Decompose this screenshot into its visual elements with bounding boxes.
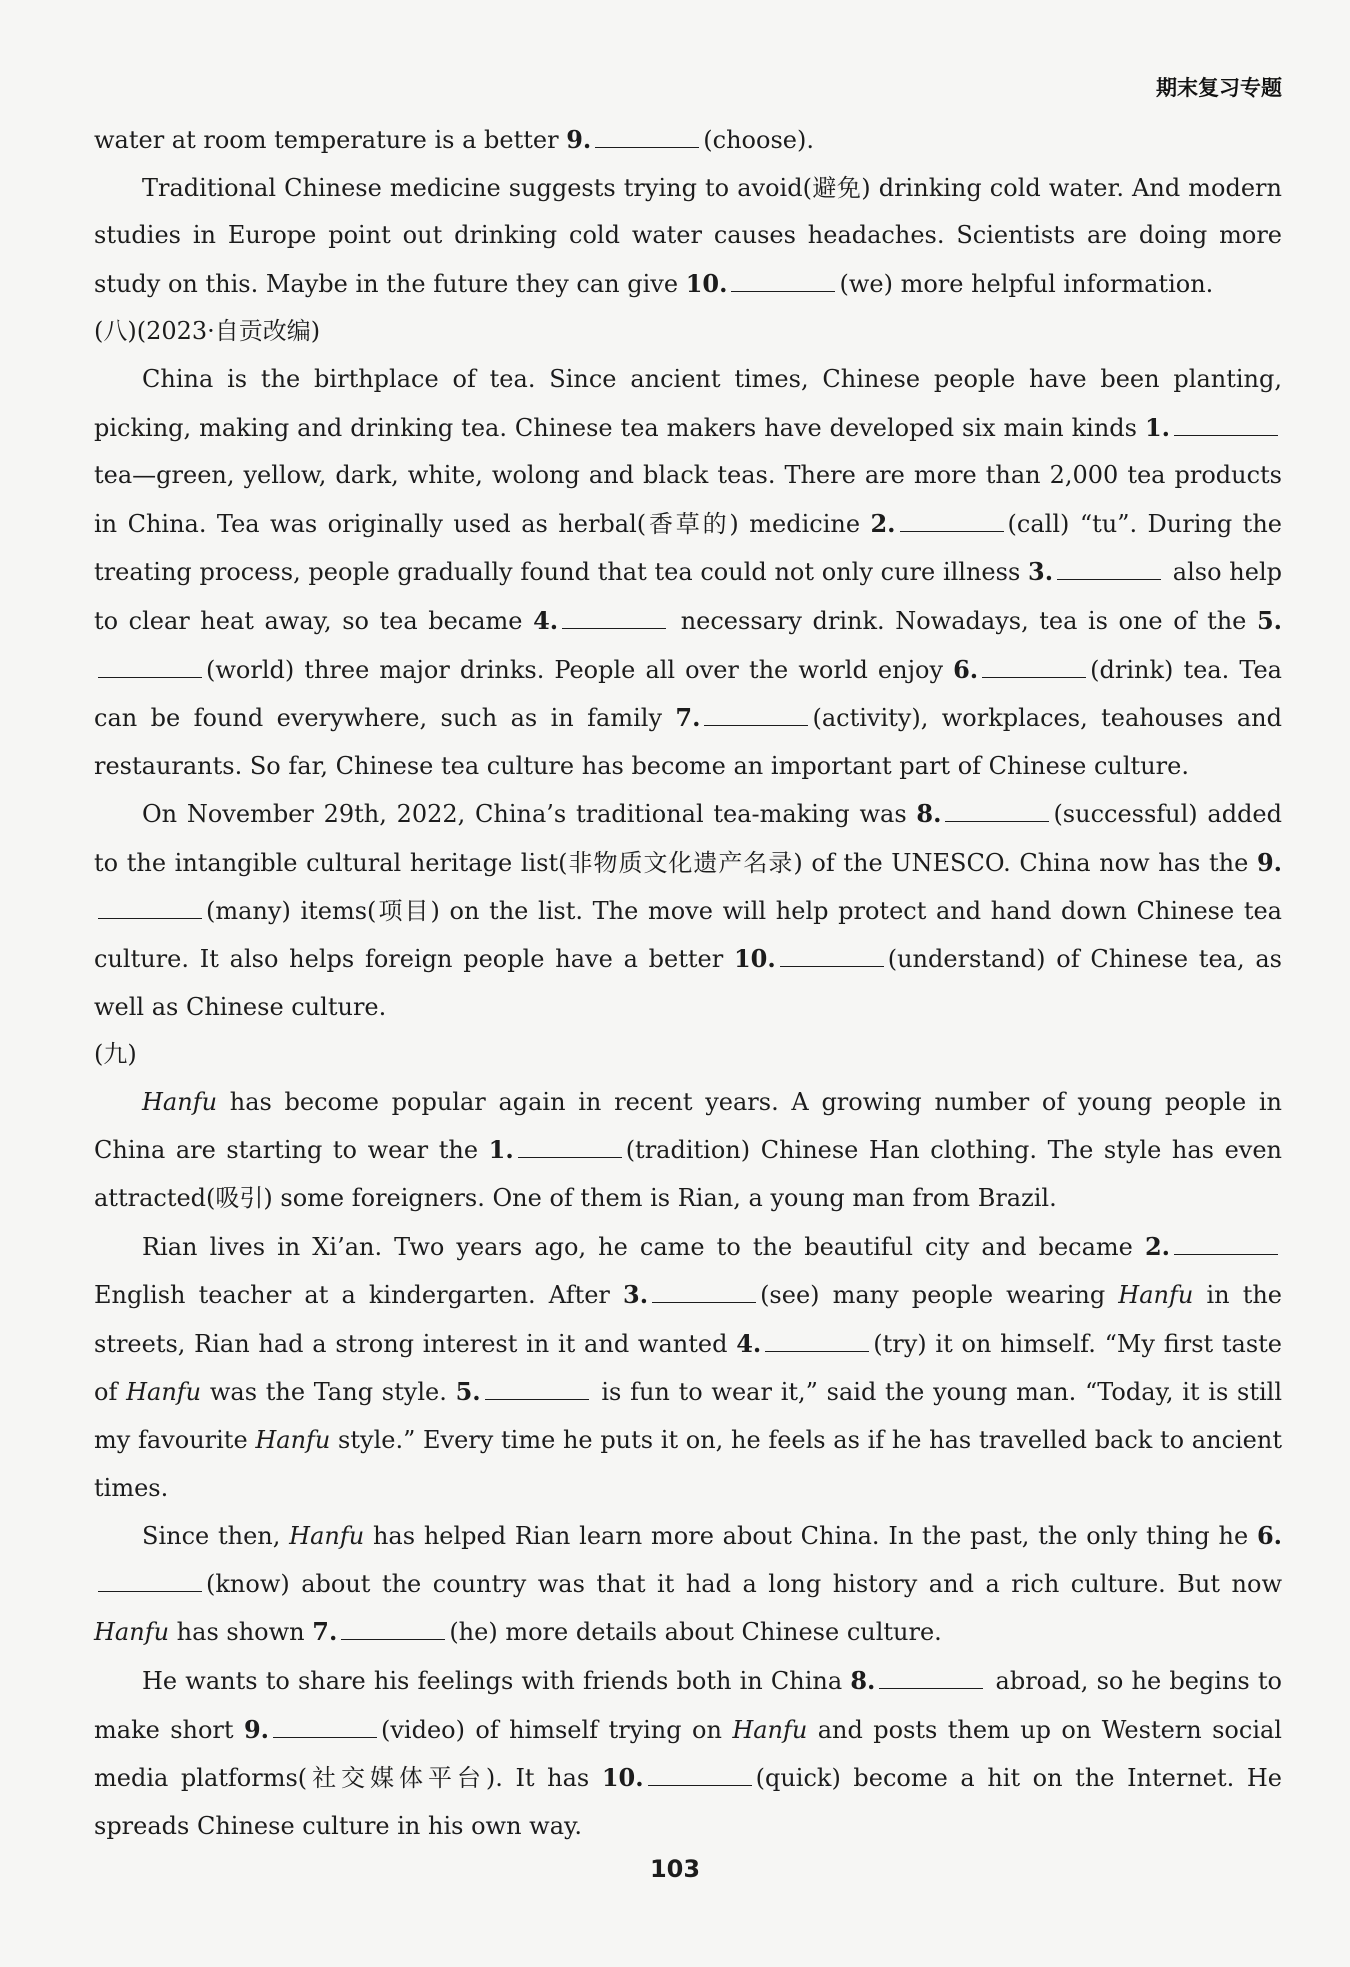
passage-text: He wants to share his feelings with friends both in China bbox=[142, 1667, 851, 1695]
question-number: 4. bbox=[533, 605, 559, 635]
answer-blank[interactable] bbox=[518, 1135, 622, 1158]
answer-blank[interactable] bbox=[273, 1715, 377, 1738]
answer-blank[interactable] bbox=[648, 1763, 752, 1786]
passage-text: English teacher at a kindergarten. After bbox=[94, 1281, 623, 1310]
passage-text: water at room temperature is a better bbox=[94, 126, 567, 154]
passage-text: Since then, bbox=[142, 1522, 290, 1551]
passage-text: (video) of himself trying on bbox=[381, 1715, 733, 1744]
exercise-content bbox=[94, 116, 1282, 1850]
answer-blank[interactable] bbox=[704, 703, 808, 726]
passage-text: abroad, so he begins to make short bbox=[94, 1667, 1282, 1744]
question-number: 3. bbox=[1028, 557, 1054, 587]
passage-text: style.” Every time he puts it on, he feels as if he has travelled back to ancient times. bbox=[94, 1426, 1282, 1502]
passage-text: On November 29th, 2022, China’s traditional tea-making was bbox=[142, 800, 917, 829]
passage-paragraph bbox=[94, 1657, 1282, 1850]
question-number: 8. bbox=[850, 1666, 876, 1695]
question-number: 6. bbox=[953, 654, 979, 684]
question-number: 4. bbox=[736, 1328, 762, 1358]
passage-text: (quick) become a hit on the Internet. He spreads Chinese culture in his own way. bbox=[94, 1764, 1282, 1840]
passage-text: (tradition) Chinese Han clothing. The style has even attracted(吸引) some foreigners. One of them is Rian, a young man from Brazil. bbox=[94, 1136, 1282, 1213]
question-number: 8. bbox=[916, 799, 942, 829]
passage-text: Rian lives in Xi’an. Two years ago, he came to the beautiful city and became bbox=[142, 1232, 1145, 1261]
question-number: 5. bbox=[455, 1377, 481, 1407]
answer-blank[interactable] bbox=[879, 1666, 983, 1689]
passage-paragraph bbox=[94, 1512, 1282, 1657]
passage-paragraph bbox=[94, 1079, 1282, 1223]
italic-term: Hanfu bbox=[142, 1087, 218, 1116]
question-number: 7. bbox=[675, 703, 701, 733]
answer-blank[interactable] bbox=[98, 896, 202, 919]
passage-paragraph bbox=[94, 116, 1282, 165]
passage-paragraph bbox=[94, 1223, 1282, 1513]
answer-blank[interactable] bbox=[98, 1569, 202, 1592]
passage-paragraph bbox=[94, 790, 1282, 1031]
passage-text: China is the birthplace of tea. Since ancient times, Chinese people have been planting, picking, making and drinking tea. Chinese tea makers have developed six main kinds bbox=[94, 364, 1282, 442]
question-number: 1. bbox=[488, 1135, 514, 1165]
answer-blank[interactable] bbox=[731, 269, 835, 292]
italic-term: Hanfu bbox=[1118, 1281, 1194, 1310]
question-number: 9. bbox=[566, 125, 592, 154]
answer-blank[interactable] bbox=[900, 509, 1004, 532]
passage-text: (successful) added to the intangible cultural heritage list(非物质文化遗产名录) of the UNESCO. China now has the bbox=[94, 800, 1283, 877]
passage-text: has helped Rian learn more about China. In the past, the only thing he bbox=[364, 1522, 1257, 1551]
answer-blank[interactable] bbox=[1174, 413, 1278, 436]
question-number: 2. bbox=[1144, 1231, 1170, 1261]
section-heading: (九) bbox=[94, 1040, 137, 1069]
page-header-title: 期末复习专题 bbox=[1156, 76, 1282, 100]
question-number: 9. bbox=[243, 1714, 269, 1744]
passage-text: (know) about the country was that it had a long history and a rich culture. But now bbox=[206, 1569, 1282, 1598]
passage-text: (try) it on himself. “My first taste of bbox=[94, 1329, 1283, 1407]
answer-blank[interactable] bbox=[98, 655, 202, 678]
answer-blank[interactable] bbox=[485, 1377, 589, 1400]
passage-text: has shown bbox=[169, 1618, 313, 1647]
passage-text: is fun to wear it,” said the young man. “Today, it is still my favourite bbox=[94, 1378, 1283, 1455]
passage-text: (drink) tea. Tea can be found everywhere, such as in family bbox=[94, 655, 1282, 733]
passage-text: necessary drink. Nowadays, tea is one of the bbox=[670, 606, 1257, 635]
section-heading: (八)(2023·自贡改编) bbox=[94, 317, 321, 346]
answer-blank[interactable] bbox=[982, 655, 1086, 678]
passage-text: (world) three major drinks. People all over the world enjoy bbox=[206, 655, 954, 684]
question-number: 10. bbox=[733, 944, 776, 974]
passage-text: (activity), workplaces, teahouses and restaurants. So far, Chinese tea culture has become an important part of Chinese culture. bbox=[94, 704, 1282, 780]
question-number: 5. bbox=[1256, 605, 1283, 635]
question-number: 10. bbox=[601, 1763, 644, 1793]
italic-term: Hanfu bbox=[126, 1378, 202, 1407]
page-number: 103 bbox=[649, 1855, 701, 1883]
passage-text: (call) “tu”. During the treating process, people gradually found that tea could not only cure illness bbox=[94, 509, 1282, 587]
passage-text: has become popular again in recent years. A growing number of young people in China are starting to wear the bbox=[94, 1087, 1282, 1165]
passage-text: was the Tang style. bbox=[201, 1378, 456, 1407]
answer-blank[interactable] bbox=[341, 1617, 445, 1640]
passage-text: also help to clear heat away, so tea became bbox=[94, 558, 1282, 635]
question-number: 9. bbox=[1256, 847, 1282, 877]
passage-text: (many) items(项目) on the list. The move will help protect and hand down Chinese tea culture. It also helps foreign people have a better bbox=[94, 896, 1282, 974]
question-number: 3. bbox=[623, 1280, 649, 1310]
answer-blank[interactable] bbox=[1174, 1232, 1278, 1255]
question-number: 1. bbox=[1144, 412, 1170, 442]
answer-blank[interactable] bbox=[765, 1329, 869, 1352]
question-number: 2. bbox=[870, 508, 896, 538]
answer-blank[interactable] bbox=[1057, 557, 1161, 580]
answer-blank[interactable] bbox=[595, 125, 699, 148]
passage-text: (understand) of Chinese tea, as well as Chinese culture. bbox=[94, 945, 1282, 1021]
passage-text: and posts them up on Western social media platforms(社交媒体平台). It has bbox=[94, 1715, 1282, 1793]
question-number: 6. bbox=[1256, 1521, 1282, 1551]
passage-text: Traditional Chinese medicine suggests trying to avoid(避免) drinking cold water. And modern studies in Europe point out drinking cold water causes headaches. Scientists are doing more study on this. Maybe in the future they can give bbox=[94, 173, 1282, 298]
passage-text: (choose). bbox=[703, 126, 814, 154]
question-number: 10. bbox=[685, 268, 728, 298]
italic-term: Hanfu bbox=[255, 1426, 331, 1455]
italic-term: Hanfu bbox=[289, 1522, 365, 1551]
passage-text: tea—green, yellow, dark, white, wolong and black teas. There are more than 2,000 tea products in China. Tea was originally used as herbal(香草的) medicine bbox=[94, 461, 1282, 538]
passage-paragraph bbox=[94, 165, 1282, 309]
passage-text: (we) more helpful information. bbox=[839, 269, 1214, 298]
answer-blank[interactable] bbox=[652, 1280, 756, 1303]
answer-blank[interactable] bbox=[945, 799, 1049, 822]
answer-blank[interactable] bbox=[780, 944, 884, 967]
passage-paragraph bbox=[94, 356, 1282, 790]
answer-blank[interactable] bbox=[562, 606, 666, 629]
passage-text: (see) many people wearing bbox=[760, 1281, 1119, 1310]
question-number: 7. bbox=[312, 1617, 338, 1647]
italic-term: Hanfu bbox=[732, 1715, 808, 1744]
passage-text: in the streets, Rian had a strong interest in it and wanted bbox=[94, 1281, 1282, 1358]
passage-text: (he) more details about Chinese culture. bbox=[449, 1618, 942, 1647]
italic-term: Hanfu bbox=[94, 1618, 170, 1647]
